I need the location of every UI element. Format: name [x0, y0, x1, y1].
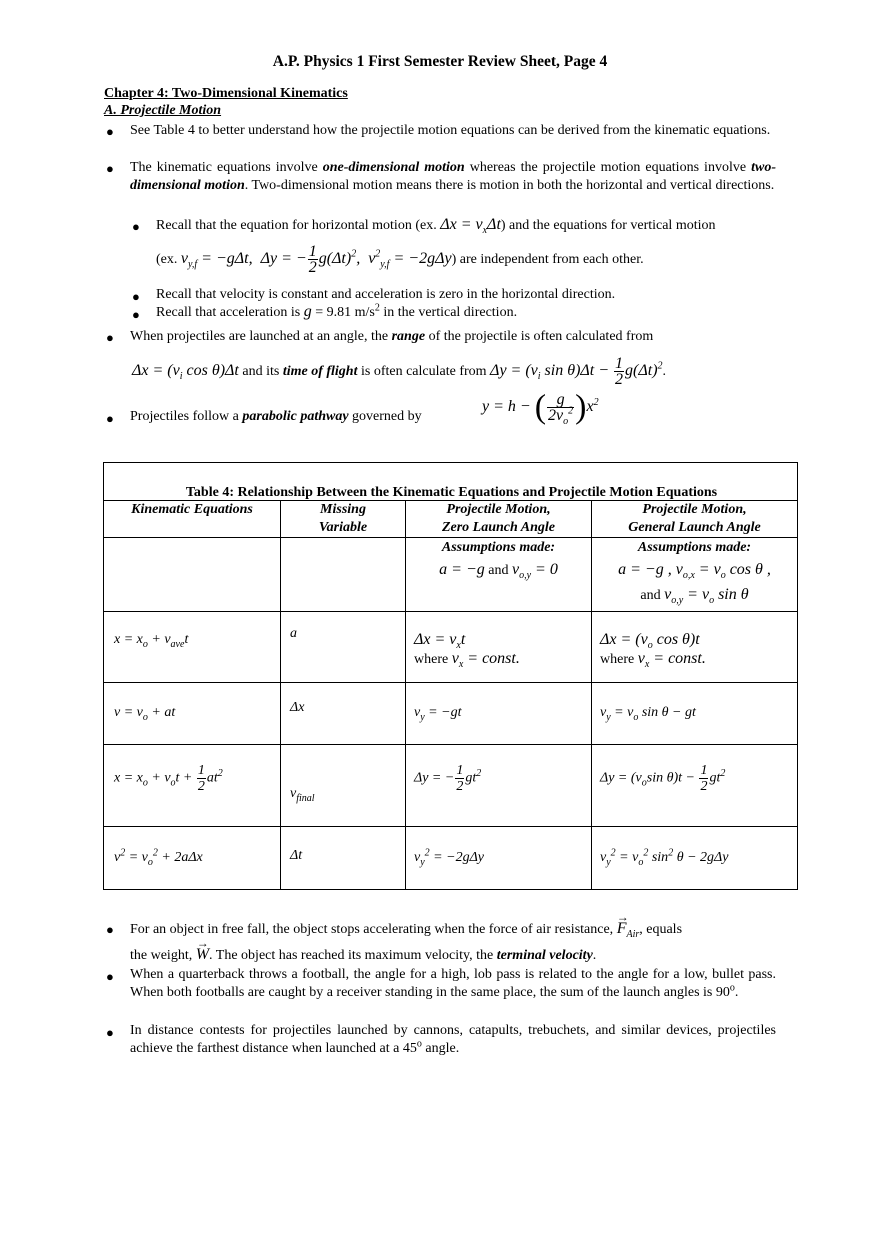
bullet-football: When a quarterback throws a football, the angle for a high, lob pass is related to the angle for a low, bullet pass. When both footballs are caught by a receiver standing in the same place, the sum of the launch angles is 90$^o$. — [130, 967, 776, 1000]
text: ) and the equations for vertical motion — [500, 218, 716, 233]
sub-bullet-horizontal-equation — [156, 216, 776, 235]
zero-launch-vy-squared: $v_y^2 = -2g\Delta y$ — [414, 847, 484, 868]
text: Variable — [318, 520, 368, 535]
general-launch-vy: $v_y = v_o$ sin θ − gt — [600, 705, 696, 723]
equation-time-of-flight: $\Delta y = (v_i$ sin θ)Δt − $\frac{1}{2}$ $g(\Delta t)^2$ — [490, 355, 663, 388]
text: Projectile Motion, — [446, 502, 551, 517]
equation-position-average: $x = x_o + v_{ave}t$ — [114, 632, 189, 650]
equation-parabola: y = h − ( $\frac{g}{2v_o^2}$ )$x^2$ — [482, 388, 599, 428]
bullet-free-fall: For an object in free fall, the object stops accelerating when the force of air resistance, → $F_{Air}$, equals — [130, 910, 683, 940]
header-general-launch — [592, 501, 797, 537]
text: In distance contests for projectiles launched by cannons, catapults, trebuchets, and similar devices, projectiles achieve the farthest distance when launched at a 45 — [130, 1023, 776, 1056]
text: Recall that acceleration is — [156, 305, 304, 320]
missing-var-vfinal: $v_{final}$ — [290, 786, 315, 804]
page-title: A.P. Physics 1 First Semester Review Sheet, Page 4 — [272, 53, 608, 70]
text: . Two-dimensional motion means there is motion in both the horizontal and vertical directions. — [244, 178, 775, 193]
zero-launch-vy: $v_y = -gt$ — [414, 705, 462, 723]
text: Projectile Motion, — [642, 502, 747, 517]
text: The kinematic equations involve — [130, 160, 323, 175]
emphasis-time-of-flight: time of flight — [282, 364, 358, 380]
text: Zero Launch Angle — [441, 520, 556, 535]
emphasis-terminal-velocity: terminal velocity — [496, 948, 593, 963]
text: (ex. — [156, 252, 181, 268]
table-kinematics — [103, 462, 798, 890]
text: governed by — [348, 409, 422, 424]
equation-velocity-squared: $v^2 = v_o^2 + 2a\Delta x$ — [114, 847, 203, 868]
bullet-parabolic — [130, 408, 776, 426]
sub-bullet-marker: ● — [132, 307, 140, 322]
text: . — [592, 948, 597, 963]
header-zero-launch — [406, 501, 591, 537]
bullet-range — [130, 328, 776, 346]
sub-bullet-constant-velocity: Recall that velocity is constant and acceleration is zero in the horizontal direction. — [156, 287, 616, 302]
text: the weight, — [130, 948, 196, 963]
equation-vertical-set: $v_{y,f} = -g\Delta t$, Δy = − $\frac{1}{2}$ $g(\Delta t)^2$, $v^2_{y,f} = -2g\Delta y$ — [180, 243, 452, 276]
text: Missing — [320, 502, 366, 517]
text: whereas the projectile motion equations involve — [464, 160, 752, 175]
missing-var-a: a — [290, 626, 297, 641]
bullet-marker: ● — [106, 330, 114, 345]
equation-horizontal: $\Delta x = v_x\Delta t$ — [440, 216, 501, 237]
text: const. — [668, 650, 706, 667]
text: When a quarterback throws a football, the angle for a high, lob pass is related to the angle for a low, bullet pass. When both footballs are caught by a receiver standing in the same place, the sum of the launch angles is 90 — [130, 967, 776, 1000]
bullet-distance-contest: In distance contests for projectiles launched by cannons, catapults, trebuchets, and similar devices, projectiles achieve the farthest distance when launched at a 45$^o$ angle. — [130, 1023, 776, 1056]
text: General Launch Angle — [628, 520, 761, 535]
assumptions-zero-launch: Assumptions made: a = −g and $v_{o,y} = 0$ — [439, 540, 558, 582]
bullet-free-fall-cont — [130, 936, 776, 965]
text: and its — [238, 364, 283, 380]
bullet-marker: ● — [106, 969, 114, 984]
text: where — [600, 652, 635, 667]
zero-launch-horizontal: $\Delta x = v_xt$ where $v_x$ = const. — [414, 631, 520, 671]
text: where — [414, 652, 449, 667]
emphasis-parabolic: parabolic pathway — [242, 409, 349, 424]
bullet-marker: ● — [106, 411, 114, 426]
text: angle. — [421, 1041, 460, 1056]
text: const. — [482, 650, 520, 667]
text: . The object has reached its maximum velocity, the — [209, 948, 497, 963]
header-kinematic-equations: Kinematic Equations — [131, 502, 253, 517]
sub-bullet-marker: ● — [132, 289, 140, 304]
text: For an object in free fall, the object stops accelerating when the force of air resistance, — [130, 922, 617, 937]
text: and — [488, 563, 509, 578]
emphasis-one-dimensional: one-dimensional motion — [322, 160, 465, 175]
equation-range: $\Delta x = (v_i$ cos θ)Δt — [132, 362, 239, 383]
emphasis-two-dimensional: two-dimensional motion — [130, 160, 776, 193]
general-launch-horizontal: $\Delta x = (v_o$ cos θ)t where $v_x$ = const. — [600, 631, 706, 671]
text: is often calculate from — [357, 364, 491, 380]
general-launch-vy-squared: $v_y^2 = v_o^2$ $\sin^2 \theta - 2g\Delta y$ — [600, 847, 729, 868]
text: in the vertical direction. — [379, 305, 518, 320]
sub-bullet-marker: ● — [132, 219, 140, 234]
text: ) are independent from each other. — [451, 252, 644, 268]
table-caption: Table 4: Relationship Between the Kinematic Equations and Projectile Motion Equations — [185, 485, 718, 500]
bullet-marker: ● — [106, 1025, 114, 1040]
bullet-marker: ● — [106, 922, 114, 937]
symbol-g: g — [303, 303, 312, 320]
equation-velocity: $v = v_o$ + at — [114, 705, 176, 723]
bullet-dimensional-motion — [130, 159, 776, 195]
text: and — [640, 588, 661, 603]
bullet-marker: ● — [106, 124, 114, 139]
text: of the projectile is often calculated from — [425, 329, 654, 344]
bullet-range-equations: $\Delta x = (v_i$ cos θ)Δt and its time of flight is often calculate from $\Delta y = (v_i$ sin θ)Δt − $\frac{1}{2}$ $g(\Delta t)^2$. — [132, 355, 667, 388]
symbol-f-air: → F — [616, 910, 629, 937]
missing-var-dx: Δx — [290, 700, 305, 715]
missing-var-dt: Δt — [290, 848, 303, 863]
chapter-heading: Chapter 4: Two-Dimensional Kinematics — [104, 86, 348, 101]
assumptions-general-launch: Assumptions made: a = −g , $v_{o,x} = v_o$ cos θ , and $v_{o,y} = v_o$ sin θ — [618, 540, 771, 607]
bullet-table-reference: See Table 4 to better understand how the projectile motion equations can be derived from the kinematic equations. — [130, 123, 771, 138]
text: Projectiles follow a — [130, 409, 243, 424]
text: , equals — [639, 922, 683, 937]
text: = 9.81 m/s — [311, 305, 375, 320]
header-missing-variable — [281, 501, 405, 537]
bullet-marker: ● — [106, 161, 114, 176]
sub-bullet-vertical-equations — [156, 244, 776, 275]
zero-launch-dy: Δy = − $\frac{1}{2}$ $gt^2$ — [414, 763, 482, 794]
section-heading: A. Projectile Motion — [104, 103, 222, 118]
equation-position-accel: $x = x_o + v_ot$ + $\frac{1}{2}$ $at^2$ — [114, 763, 223, 794]
symbol-weight: → W — [195, 936, 210, 963]
assumptions-label: Assumptions made: — [441, 540, 556, 555]
general-launch-dy: $\Delta y = (v_o\sin$ θ)t − $\frac{1}{2}$ $gt^2$ — [600, 763, 726, 794]
assumptions-label: Assumptions made: — [637, 540, 752, 555]
text: When projectiles are launched at an angle, the — [130, 329, 392, 344]
text: Recall that the equation for horizontal motion (ex. — [156, 218, 441, 233]
sub-bullet-gravity: Recall that acceleration is g = 9.81 $m/s^2$ in the vertical direction. — [156, 302, 518, 320]
emphasis-range: range — [391, 329, 426, 344]
